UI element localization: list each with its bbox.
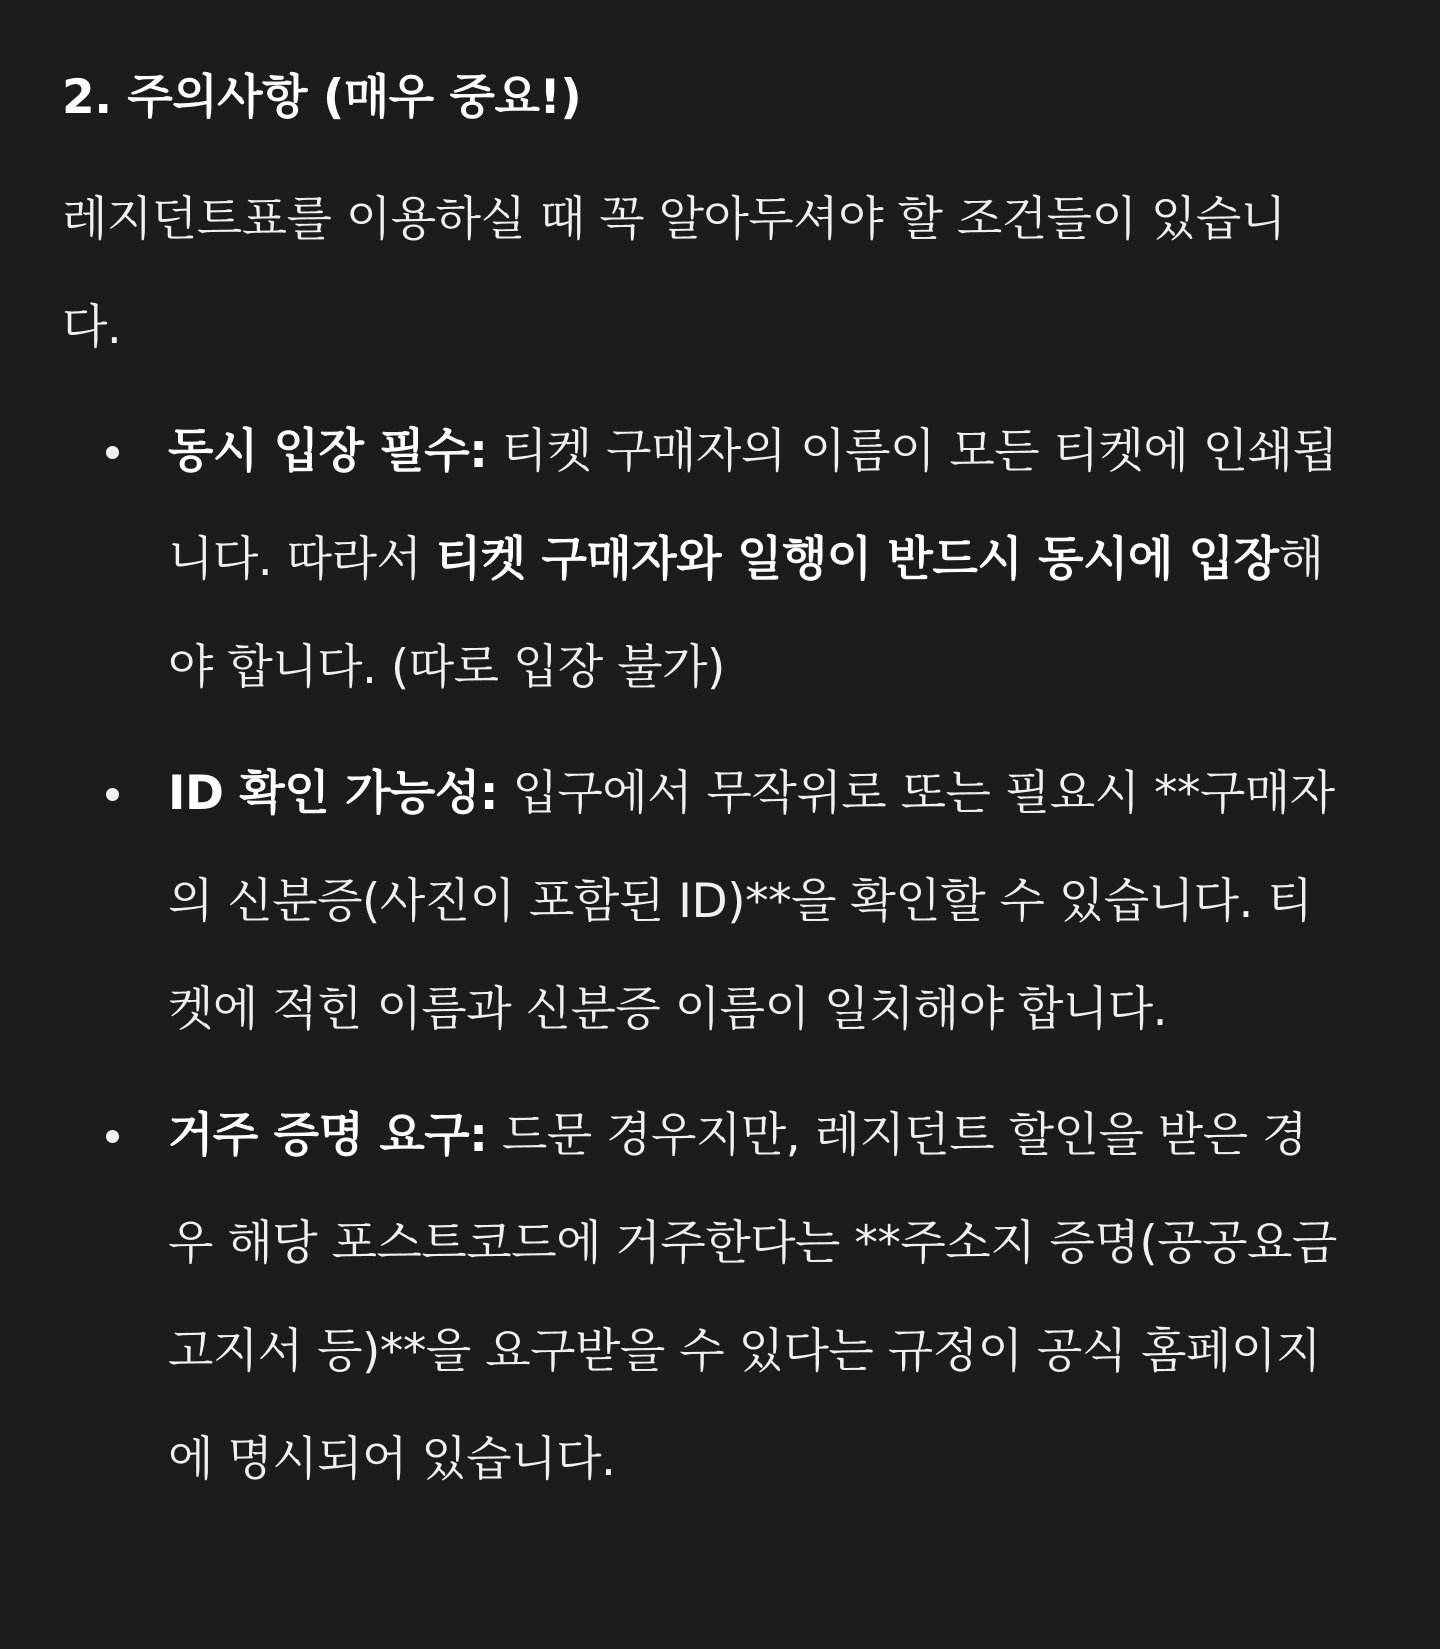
bullet-dot bbox=[106, 788, 119, 801]
item-text: 해야 합니다. (따로 입장 불가) bbox=[168, 532, 1324, 695]
item-text: 티켓 구매자의 이름이 모든 티켓에 인쇄됩니다. 따라서 bbox=[168, 424, 1338, 587]
item-text: 입구에서 무작위로 또는 필요시 **구매자의 신분증(사진이 포함된 ID)**을 확인할 수 있습니다. 티켓에 적힌 이름과 신분증 이름이 일치해야 합니다. bbox=[168, 766, 1335, 1037]
bullet-dot bbox=[106, 446, 119, 459]
list-item-simultaneous-entry bbox=[62, 398, 1378, 722]
bullet-dot bbox=[106, 1130, 119, 1143]
list-item-id-check bbox=[62, 740, 1378, 1064]
list-item-residence-proof bbox=[62, 1082, 1378, 1514]
section-heading: 2. 주의사항 (매우 중요!) bbox=[62, 70, 582, 125]
intro-paragraph: 레지던트표를 이용하실 때 꼭 알아두셔야 할 조건들이 있습니다. bbox=[62, 192, 1286, 355]
item-text: 드문 경우지만, 레지던트 할인을 받은 경우 해당 포스트코드에 거주한다는 **주소지 증명(공공요금 고지서 등)**을 요구받을 수 있다는 규정이 공식 홈페이지에 명시되어 있습니다. bbox=[168, 1108, 1337, 1487]
item-emphasis: 티켓 구매자와 일행이 반드시 동시에 입장 bbox=[435, 532, 1279, 587]
item-label: 동시 입장 필수: bbox=[168, 424, 488, 479]
item-label: 거주 증명 요구: bbox=[168, 1108, 488, 1163]
item-label: ID 확인 가능성: bbox=[168, 766, 499, 821]
caution-list bbox=[62, 398, 1378, 1514]
